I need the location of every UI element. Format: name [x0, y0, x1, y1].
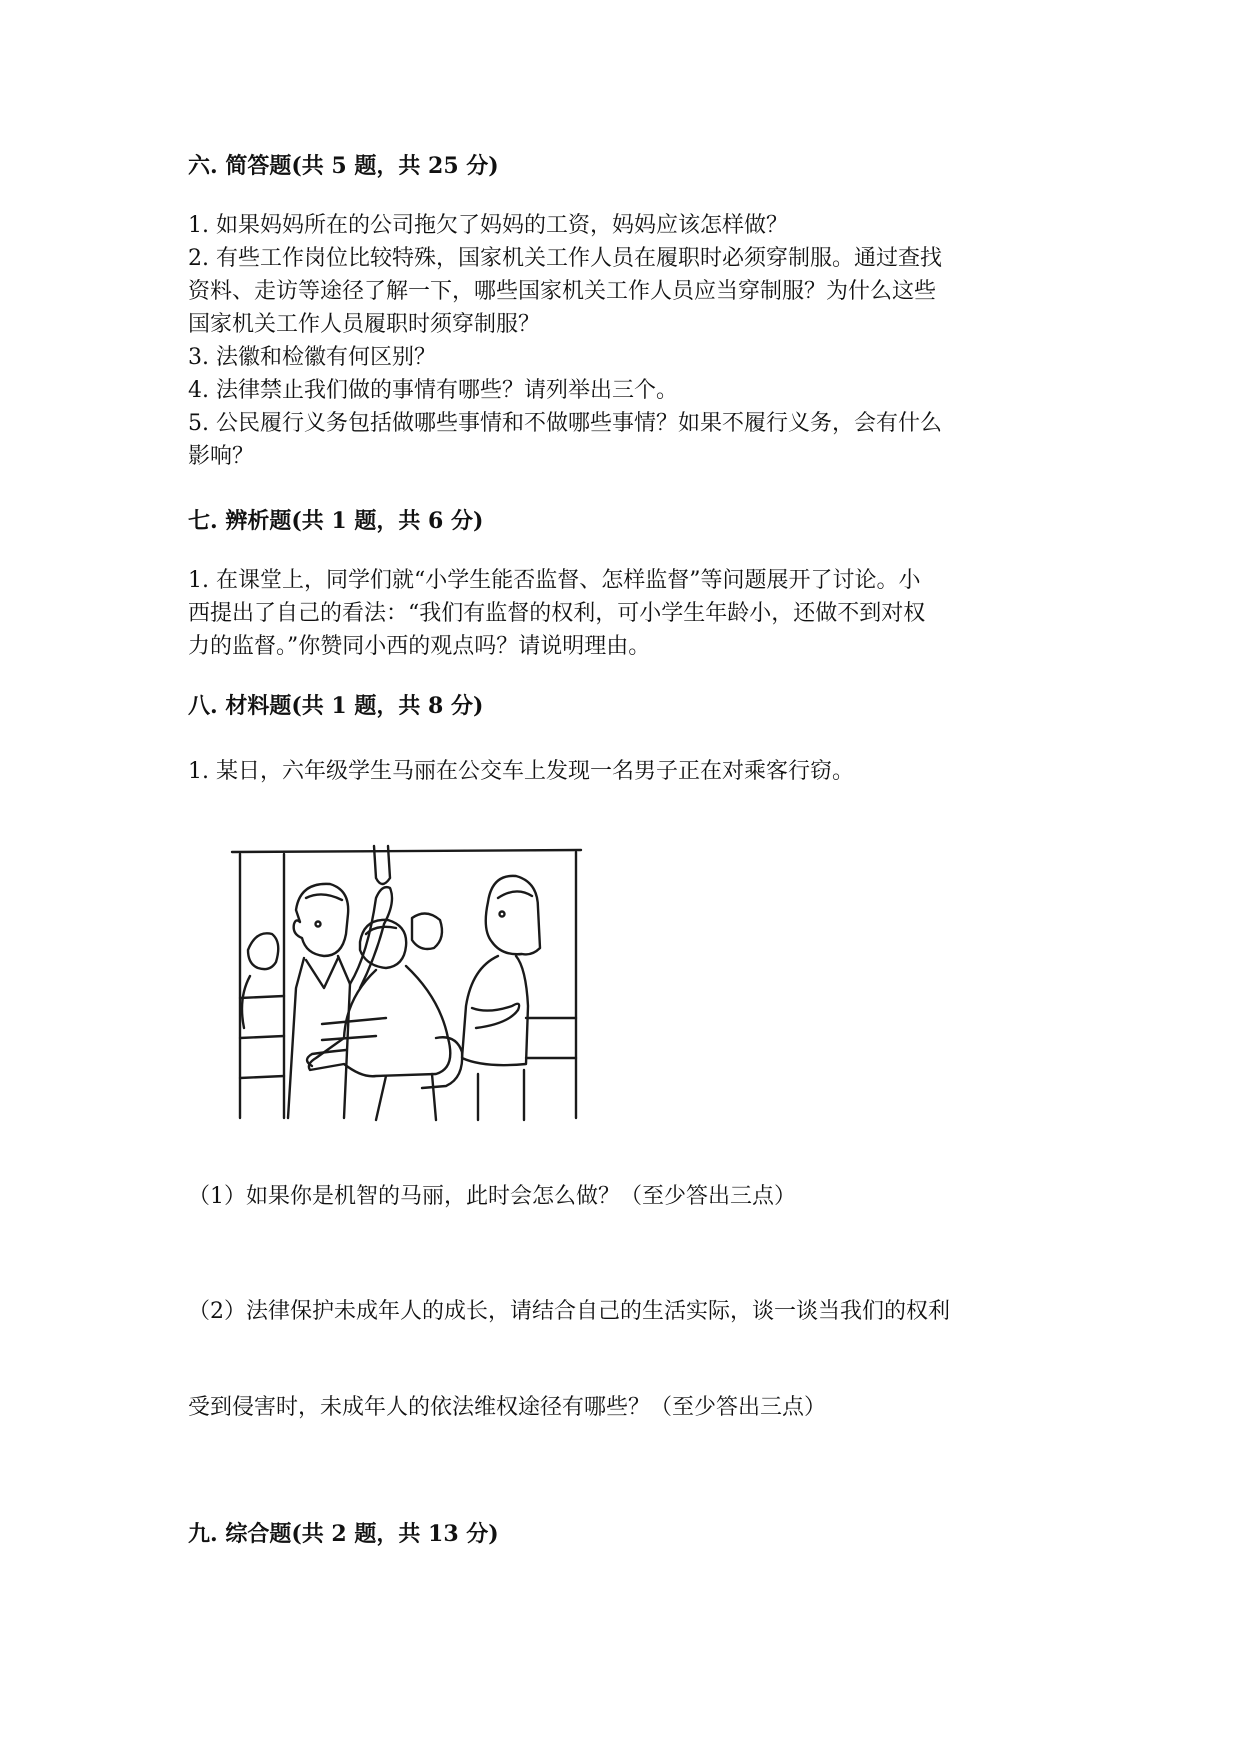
- woman-arm: [472, 1004, 519, 1028]
- question-6-2-line: 资料、走访等途径了解一下，哪些国家机关工作人员应当穿制服？为什么这些: [188, 279, 937, 304]
- middle-passenger-head: [412, 913, 442, 949]
- woman-eye: [500, 912, 505, 917]
- victim-eye: [316, 922, 321, 927]
- question-6-5-line: 影响？: [188, 444, 255, 469]
- section-9-heading: 九. 综合题(共 2 题，共 13 分): [188, 1521, 499, 1547]
- bus-ceiling-rail: [232, 850, 581, 852]
- bus-seats: [240, 996, 284, 1078]
- bus-theft-illustration: [226, 838, 591, 1128]
- background-passenger-head: [248, 933, 278, 969]
- question-6-1-line: 1. 如果妈妈所在的公司拖欠了妈妈的工资，妈妈应该怎样做？: [188, 213, 788, 238]
- question-7-1-line: 西提出了自己的看法：“我们有监督的权利，可小学生年龄小，还做不到对权: [188, 601, 926, 626]
- section-6-heading: 六. 简答题(共 5 题，共 25 分): [188, 153, 499, 179]
- question-6-3-line: 3. 法徽和检徽有何区别？: [188, 345, 436, 370]
- thief-legs: [376, 1074, 436, 1120]
- woman-legs: [478, 1070, 524, 1120]
- section-7-question: [188, 564, 1068, 663]
- bus-seat-back: [422, 1037, 462, 1088]
- question-7-1-line: 1. 在课堂上，同学们就“小学生能否监督、怎样监督”等问题展开了讨论。小: [188, 568, 921, 593]
- section-8-subquestion-2-line-1: （2）法律保护未成年人的成长，请结合自己的生活实际，谈一谈当我们的权利: [188, 1299, 950, 1324]
- bus-seats-right: [526, 1018, 576, 1058]
- section-8-subquestion-2-line-2: 受到侵害时，未成年人的依法维权途径有哪些？（至少答出三点）: [188, 1395, 827, 1420]
- question-6-2-line: 2. 有些工作岗位比较特殊，国家机关工作人员在履职时必须穿制服。通过查找: [188, 246, 942, 271]
- victim-hair: [306, 894, 342, 900]
- background-passenger-body: [242, 976, 250, 1028]
- woman-head: [486, 876, 540, 955]
- question-6-2-line: 国家机关工作人员履职时须穿制服？: [188, 312, 541, 337]
- victim-body: [288, 956, 350, 1118]
- woman-hair: [498, 891, 532, 898]
- section-8-heading: 八. 材料题(共 1 题，共 8 分): [188, 693, 484, 719]
- question-6-5-line: 5. 公民履行义务包括做哪些事情和不做哪些事情？如果不履行义务，会有什么: [188, 411, 942, 436]
- section-8-intro: 1. 某日，六年级学生马丽在公交车上发现一名男子正在对乘客行窃。: [188, 759, 854, 784]
- victim-raised-arm: [350, 887, 392, 988]
- section-8-subquestion-1: （1）如果你是机智的马丽，此时会怎么做？（至少答出三点）: [188, 1184, 796, 1209]
- question-7-1-line: 力的监督。”你赞同小西的观点吗？请说明理由。: [188, 634, 651, 659]
- question-6-4-line: 4. 法律禁止我们做的事情有哪些？请列举出三个。: [188, 378, 678, 403]
- section-7-heading: 七. 辨析题(共 1 题，共 6 分): [188, 508, 484, 534]
- thief-body: [309, 966, 450, 1076]
- section-6-questions: [188, 209, 1068, 473]
- seat-rail-middle: [322, 1018, 386, 1040]
